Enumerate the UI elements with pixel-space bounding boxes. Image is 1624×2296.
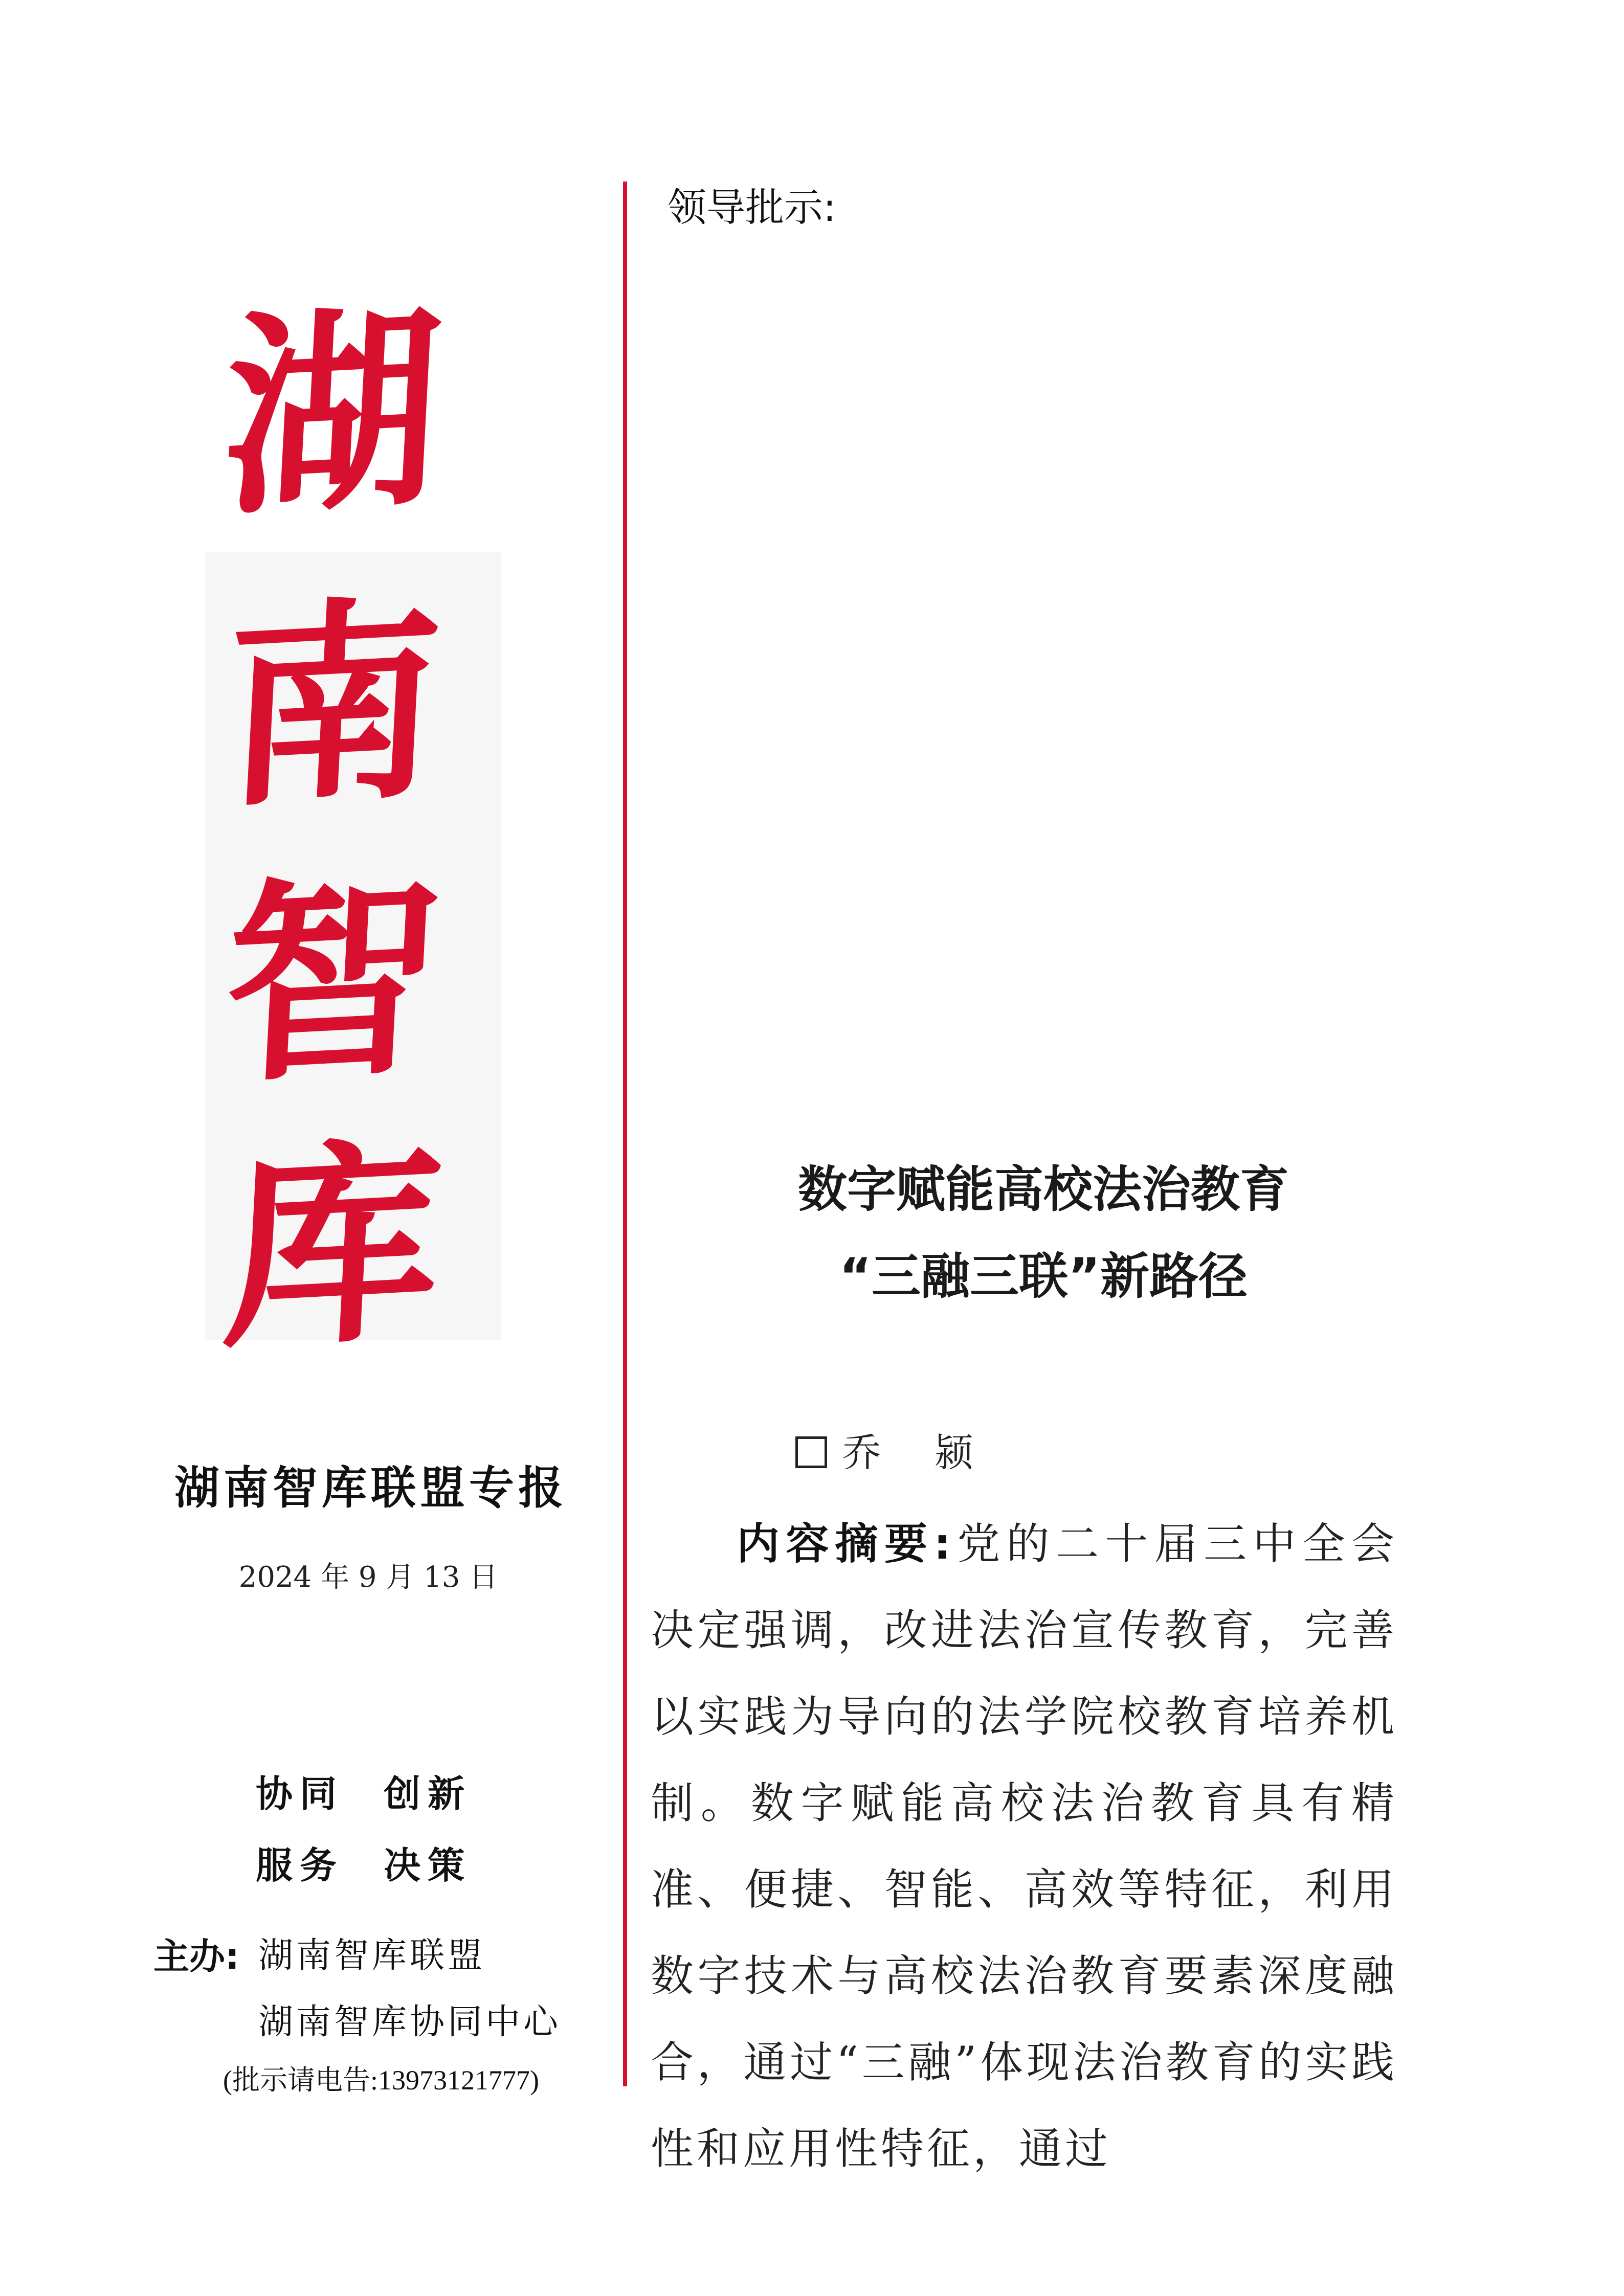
motto-line-2: 服务 决策: [256, 1843, 472, 1887]
masthead-char-zhi: 智: [218, 850, 447, 1113]
leader-instructions-label: 领导批示:: [668, 185, 836, 230]
contact-phone: (批示请电告:13973121777): [223, 2065, 539, 2096]
author-box-icon: [795, 1436, 827, 1468]
article-title-line-2: “三融三联”新路径: [839, 1248, 1248, 1305]
abstract-text: 党的二十届三中全会决定强调，改进法治宣传教育，完善以实践为导向的法学院校教育培养机制。数字赋能高校法治教育具有精准、便捷、智能、高效等特征，利用数字技术与高校法治教育要素深度融合，通过“三融”体现法治教育的实践性和应用性特征，通过: [651, 1519, 1397, 2174]
publication-subtitle: 湖南智库联盟专报: [174, 1461, 567, 1514]
article-title-line-1: 数字赋能高校法治教育: [798, 1161, 1289, 1218]
red-divider: [623, 182, 627, 2086]
author-line: [795, 1422, 994, 1477]
abstract-paragraph: [651, 1501, 1397, 2192]
sponsor-label: 主办:: [153, 1935, 239, 1977]
author-name: 乔 颍: [842, 1430, 994, 1475]
sponsor-org-1: 湖南智库联盟: [258, 1935, 486, 1976]
abstract-label: 内容摘要:: [737, 1519, 954, 1569]
masthead-char-hu: 湖: [218, 282, 447, 546]
masthead-char-ku: 库: [218, 1116, 447, 1379]
issue-date: 2024 年 9 月 13 日: [238, 1561, 498, 1594]
masthead-char-nan: 南: [218, 574, 447, 837]
motto-line-1: 协同 创新: [256, 1772, 472, 1815]
sponsor-org-2: 湖南智库协同中心: [258, 2002, 562, 2042]
